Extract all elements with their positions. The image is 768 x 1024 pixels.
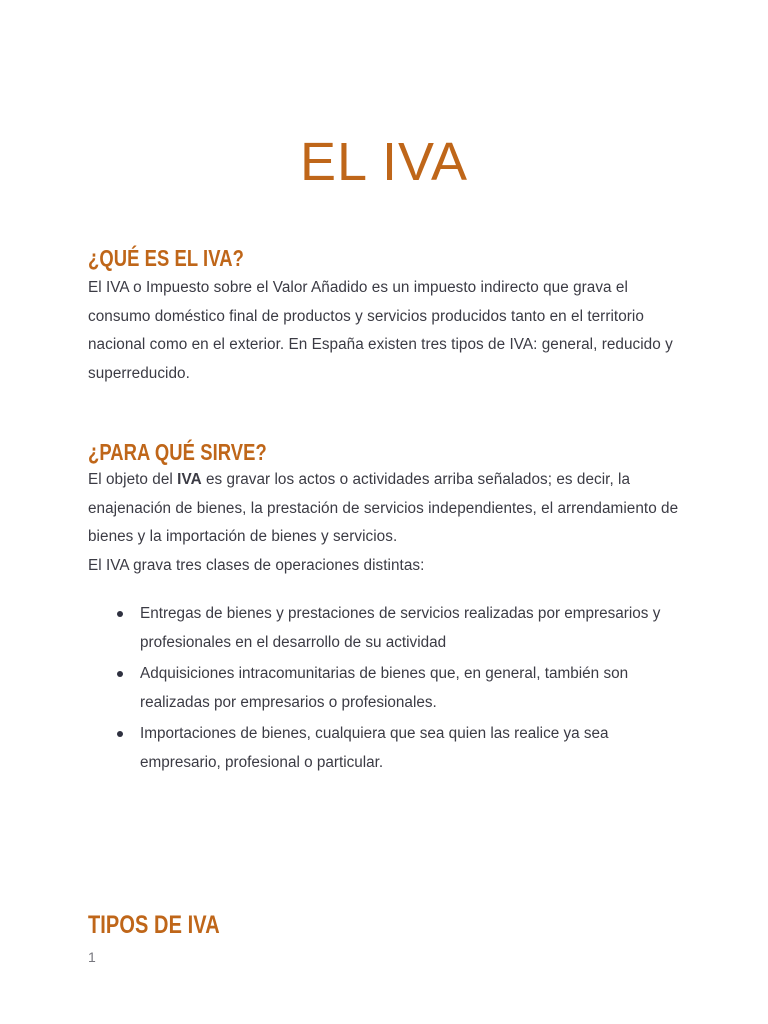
section-heading-para-que-sirve: ¿PARA QUÉ SIRVE? [88, 439, 267, 466]
bullet-dot-icon [117, 611, 123, 617]
paragraph-text-operaciones: El IVA grava tres clases de operaciones distintas: [88, 556, 425, 574]
operations-bullet-list [112, 600, 687, 780]
paragraph-suffix: es gravar los actos o actividades arriba señalados; es decir, la enajenación de bienes, la prestación de servicios independientes, el arrendamiento de bienes y la importación de bienes y servicios. [88, 471, 679, 545]
paragraph-text-objeto [88, 466, 694, 552]
list-item [112, 720, 687, 777]
section-heading-que-es-el-iva: ¿QUÉ ES EL IVA? [88, 245, 244, 272]
list-item-label: Adquisiciones intracomunitarias de bienes que, en general, también son realizadas por empresarios o profesionales. [140, 665, 629, 711]
paragraph-para-que-sirve [88, 466, 694, 580]
paragraph-que-es-el-iva [88, 274, 688, 388]
page-number: 1 [88, 949, 96, 965]
list-item [112, 660, 687, 717]
bullet-dot-icon [117, 731, 123, 737]
list-item-label: Importaciones de bienes, cualquiera que sea quien las realice ya sea empresario, profesional o particular. [140, 725, 609, 771]
list-item-label: Entregas de bienes y prestaciones de servicios realizadas por empresarios y profesionales en el desarrollo de su actividad [140, 605, 661, 651]
page-title: EL IVA [299, 132, 469, 193]
list-item [112, 600, 687, 657]
paragraph-prefix: El objeto del [88, 471, 178, 488]
section-heading-tipos-de-iva: TIPOS DE IVA [88, 910, 220, 939]
paragraph-bold-iva: IVA [177, 471, 202, 488]
paragraph-text: El IVA o Impuesto sobre el Valor Añadido es un impuesto indirecto que grava el consumo doméstico final de productos y servicios producidos tanto en el territorio nacional como en el exterior. En España existen tres tipos de IVA: general, reducido y superreducido. [88, 279, 673, 382]
bullet-dot-icon [117, 671, 123, 677]
